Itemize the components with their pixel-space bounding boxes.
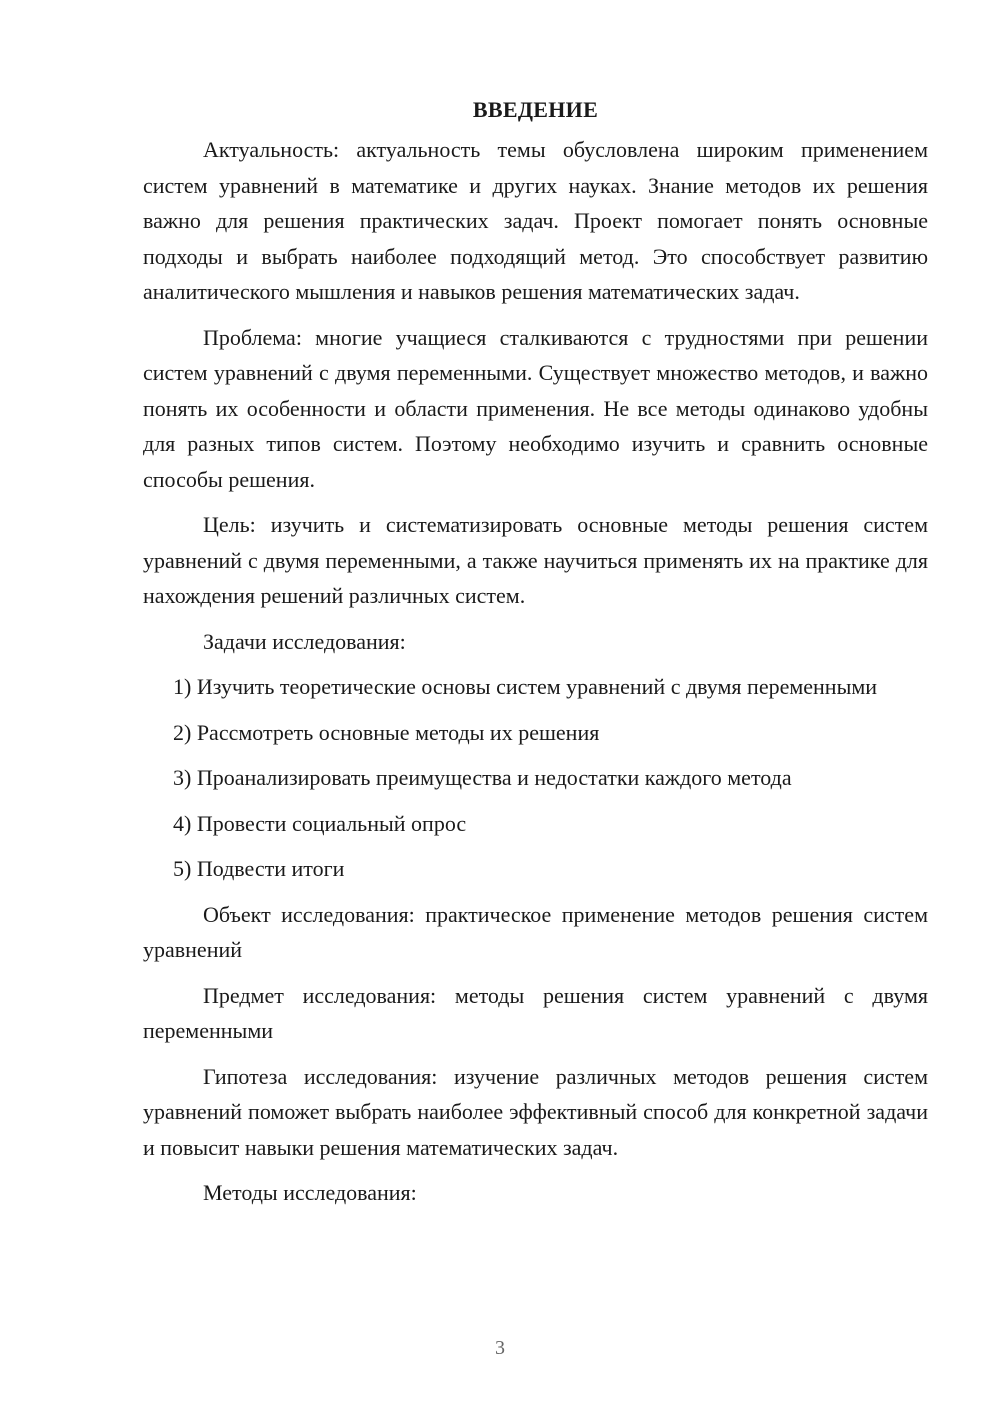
tasks-heading: Задачи исследования: <box>203 628 406 654</box>
subject-paragraph: Предмет исследования: методы решения систем уравнений с двумя переменными <box>143 982 928 1043</box>
list-item: 3) Проанализировать преимущества и недостатки каждого метода <box>173 765 792 790</box>
list-item: 2) Рассмотреть основные методы их решения <box>173 719 600 745</box>
list-item: 1) Изучить теоретические основы систем уравнений с двумя переменными <box>173 674 878 699</box>
page-number: 3 <box>495 1337 505 1359</box>
problem-paragraph: Проблема: многие учащиеся сталкиваются с трудностями при решении систем уравнений с двумя переменными. Существует множество методов, и важно понять их особенности и области применения. Не все методы одинаково удобны для разных типов систем. Поэтому необходимо изучить и сравнить основные способы решения. <box>143 324 928 492</box>
goal-paragraph: Цель: изучить и систематизировать основные методы решения систем уравнений с двумя переменными, а также научиться применять их на практике для нахождения решений различных систем. <box>143 512 928 608</box>
page-content <box>143 92 928 1211</box>
list-item: 4) Провести социальный опрос <box>173 810 467 836</box>
relevance-paragraph: Актуальность: актуальность темы обусловлена широким применением систем уравнений в математике и других науках. Знание методов их решения важно для решения практических задач. Проект помогает понять основные подходы и выбрать наиболее подходящий метод. Это способствует развитию аналитического мышления и навыков решения математических задач. <box>143 137 928 304</box>
section-title: ВВЕДЕНИЕ <box>472 97 599 122</box>
tasks-list <box>143 669 928 887</box>
hypothesis-paragraph: Гипотеза исследования: изучение различных методов решения систем уравнений поможет выбрать наиболее эффективный способ для конкретной задачи и повысит навыки решения математических задач. <box>143 1063 928 1160</box>
object-paragraph: Объект исследования: практическое применение методов решения систем уравнений <box>143 901 928 962</box>
methods-heading: Методы исследования: <box>203 1180 417 1205</box>
list-item: 5) Подвести итоги <box>173 856 345 881</box>
